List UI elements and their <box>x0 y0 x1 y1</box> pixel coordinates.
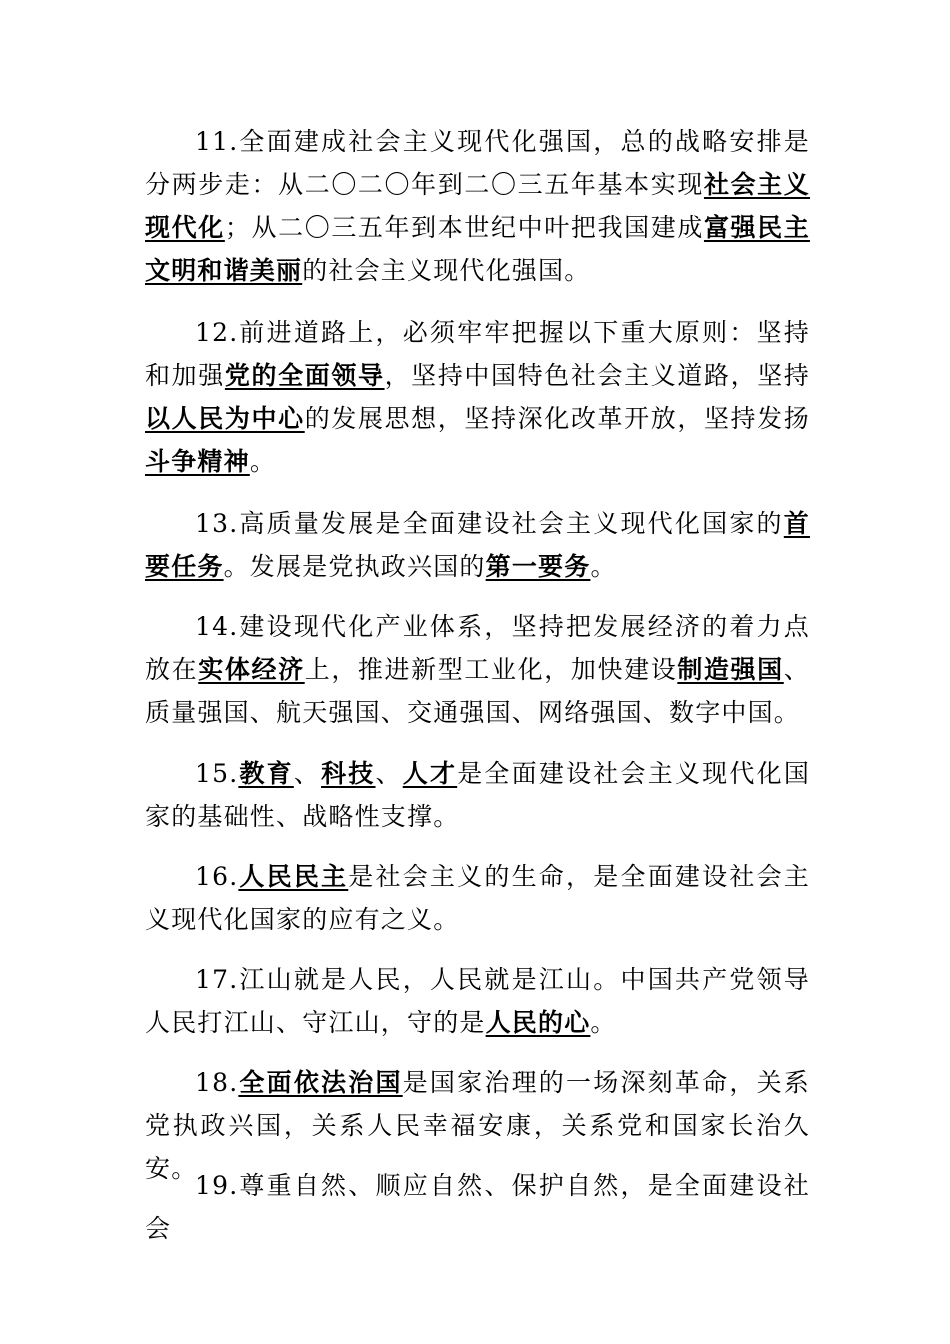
paragraph-text: 。 <box>249 447 277 476</box>
paragraph-text: 18. <box>195 1068 239 1097</box>
paragraph-text: 11.全面建成社会主义现代化强国，总的战略安排是分两步走：从二〇二〇年到二〇三五年基本实现 <box>145 127 810 199</box>
paragraph-text: 的社会主义现代化强国。 <box>302 256 591 285</box>
paragraph-text: 。 <box>590 1008 617 1037</box>
paragraph-text: 。发展是党执政兴国的 <box>223 552 486 581</box>
item-11-paragraph <box>145 120 810 292</box>
key-term: 人才 <box>402 759 458 788</box>
key-term: 全面依法治国 <box>238 1068 403 1097</box>
key-term: 以人民为中心 <box>145 404 305 433</box>
paragraph-text: 、质量强国、航天强国、交通强国、网络强国、数字中国。 <box>145 655 810 727</box>
paragraph-text: 、 <box>293 759 322 788</box>
item-17-paragraph <box>145 958 810 1044</box>
paragraph-text: 的发展思想，坚持深化改革开放，坚持发扬 <box>304 404 810 433</box>
key-term: 富强民主文明和谐美丽 <box>145 213 810 285</box>
item-19-paragraph <box>145 1164 810 1250</box>
paragraph-text: 是社会主义的生命，是全面建设社会主义现代化国家的应有之义。 <box>145 862 810 934</box>
key-term: 科技 <box>321 759 376 788</box>
paragraph-text: 上，推进新型工业化，加快建设 <box>304 655 678 684</box>
key-term: 实体经济 <box>198 655 305 684</box>
item-12-paragraph <box>145 311 810 483</box>
paragraph-text: 是国家治理的一场深刻革命，关系党执政兴国，关系人民幸福安康，关系党和国家长治久安。 <box>145 1068 810 1183</box>
key-term: 教育 <box>238 759 294 788</box>
item-13-paragraph <box>145 502 810 588</box>
paragraph-text: 。 <box>590 552 617 581</box>
paragraph-text: 19.尊重自然、顺应自然、保护自然，是全面建设社会 <box>145 1171 810 1243</box>
item-14-paragraph <box>145 605 810 734</box>
key-term: 党的全面领导 <box>224 361 385 390</box>
key-term: 第一要务 <box>485 552 591 581</box>
paragraph-text: 16. <box>195 862 239 891</box>
paragraph-text: ，坚持中国特色社会主义道路，坚持 <box>384 361 811 390</box>
paragraph-text: 12.前进道路上，必须牢牢把握以下重大原则：坚持和加强 <box>145 318 810 390</box>
paragraph-text: 是全面建设社会主义现代化国家的基础性、战略性支撑。 <box>145 759 811 831</box>
key-term: 斗争精神 <box>145 447 250 476</box>
item-15-paragraph <box>145 752 810 838</box>
paragraph-text: 15. <box>195 759 239 788</box>
paragraph-text: 、 <box>375 759 403 788</box>
item-16-paragraph <box>145 855 810 941</box>
paragraph-text: 13.高质量发展是全面建设社会主义现代化国家的 <box>195 509 784 538</box>
key-term: 首要任务 <box>145 509 810 581</box>
paragraph-text: ；从二〇三五年到本世纪中叶把我国建成 <box>224 213 704 242</box>
paragraph-text: 14.建设现代化产业体系，坚持把发展经济的着力点放在 <box>145 612 810 684</box>
key-term: 人民的心 <box>485 1008 591 1037</box>
key-term: 社会主义现代化 <box>145 170 811 242</box>
key-term: 人民民主 <box>238 862 349 891</box>
key-term: 制造强国 <box>677 655 784 684</box>
paragraph-text: 17.江山就是人民，人民就是江山。中国共产党领导人民打江山、守江山，守的是 <box>145 965 810 1037</box>
